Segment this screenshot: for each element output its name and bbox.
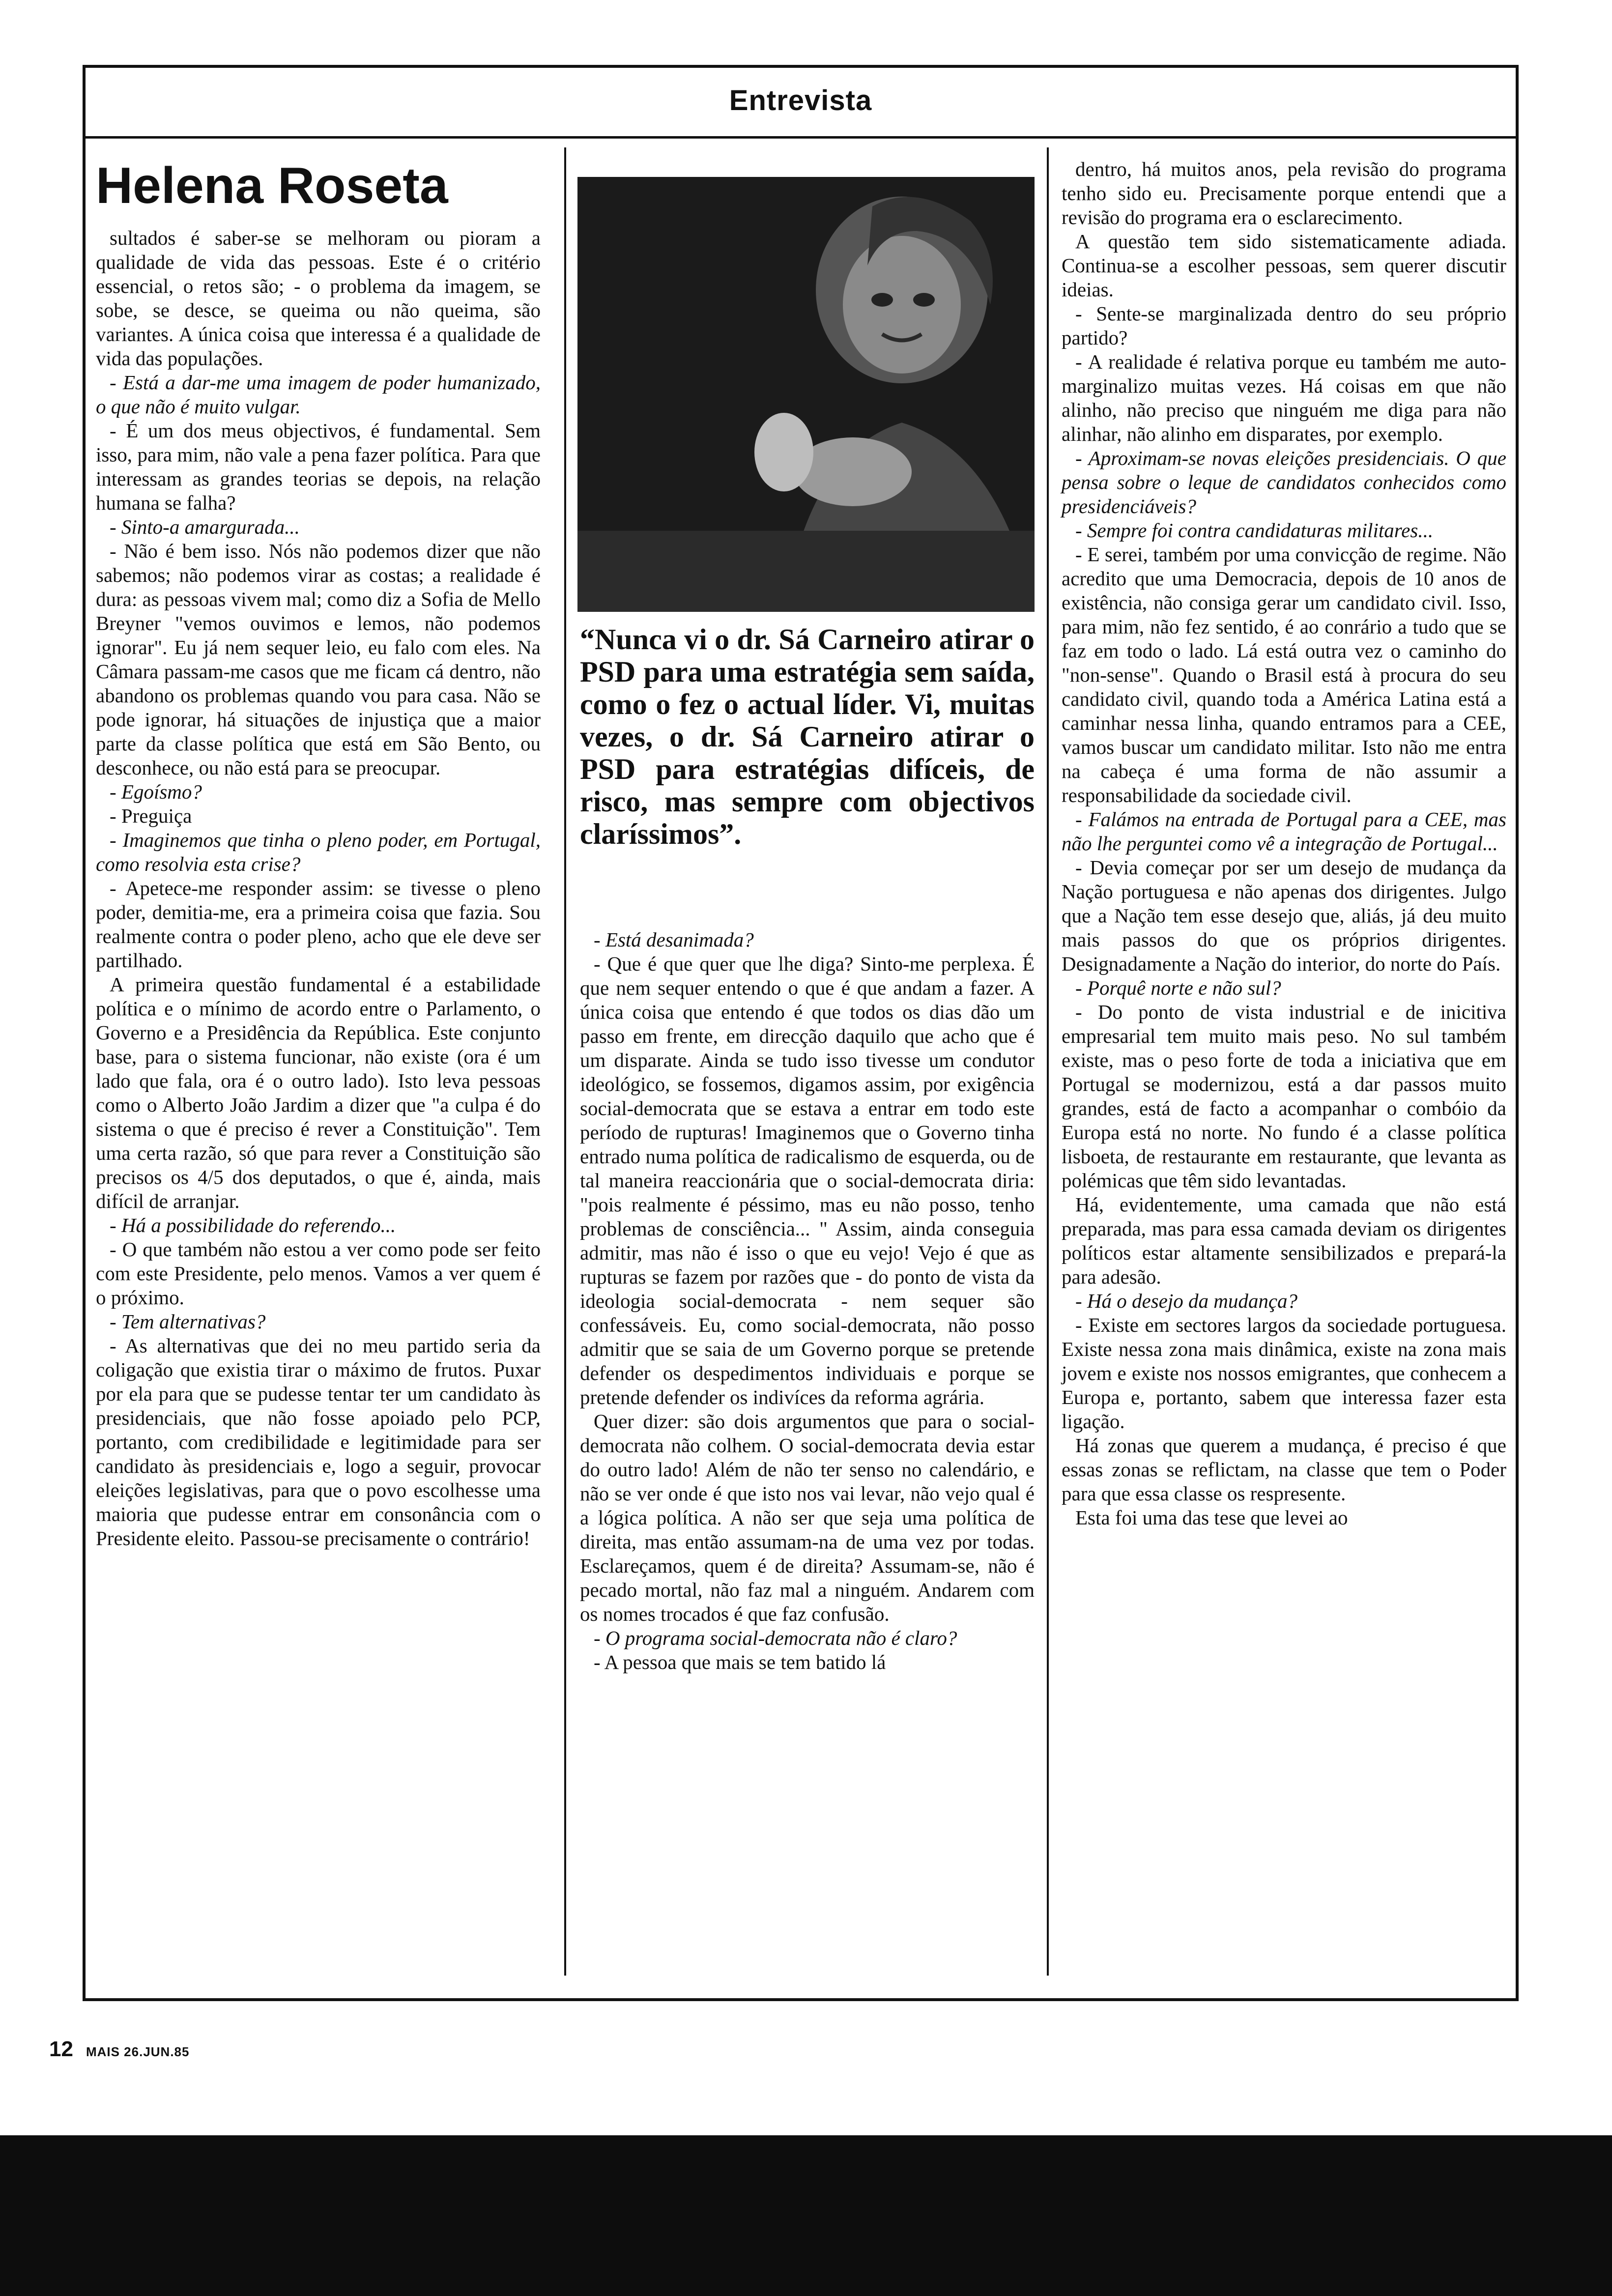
paragraph: Quer dizer: são dois argumentos que para o social-democrata não colhem. O social-democrata devia estar do outro lado! Além de não ter senso no calendário, e não se ver onde é que isto nos vai levar, não vejo qual é a lógica política. A não ser que seja uma política de direita, mas então assumam-na de uma vez por todas. Esclareçamos, quem é de direita? Assumam-se, não é pecado mortal, não faz mal a ninguém. Andarem com os nomes trocados é que faz confusão.: [580, 1410, 1035, 1625]
paragraph: - A pessoa que mais se tem batido lá: [594, 1651, 886, 1673]
paragraph: Há, evidentemente, uma camada que não está preparada, mas para essa camada deviam os dirigentes políticos estar altamente sensibilizados e prepará-la para adesão.: [1062, 1193, 1506, 1288]
paragraph: - Porquê norte e não sul?: [1075, 976, 1281, 999]
column-1: [96, 156, 541, 1550]
paragraph: Há zonas que querem a mudança, é preciso é que essas zonas se reflictam, na classe que tem o Poder para que essa classe os respresente.: [1062, 1434, 1506, 1505]
pull-quote: “Nunca vi o dr. Sá Carneiro atirar o PSD para uma estratégia sem saída, como o fez o actual líder. Vi, muitas vezes, o dr. Sá Carneiro atirar o PSD para estratégias difíceis, de risco, mas sempre com objectivos claríssimos”.: [580, 623, 1035, 850]
paragraph: - Imaginemos que tinha o pleno poder, em Portugal, como resolvia esta crise?: [96, 829, 541, 875]
paragraph: - Existe em sectores largos da sociedade portuguesa. Existe nessa zona mais dinâmica, existe na zona mais jovem e existe nos nossos emigrantes, que conhecem a Europa e, portanto, sabem que interessa fazer esta ligação.: [1062, 1314, 1506, 1433]
paragraph: - O programa social-democrata não é claro?: [594, 1627, 957, 1649]
paragraph: - Está desanimada?: [594, 928, 754, 951]
paragraph: - Aproximam-se novas eleições presidenciais. O que pensa sobre o leque de candidatos conhecidos como presidenciáveis?: [1062, 447, 1506, 517]
paragraph: sultados é saber-se se melhoram ou pioram a qualidade de vida das pessoas. Este é o critério essencial, o retos são; - o problema da imagem, se sobe, se desce, se queima ou não queima, são variantes. A única coisa que interessa é a qualidade de vida das populações.: [96, 227, 541, 370]
paragraph: - Tem alternativas?: [110, 1310, 266, 1333]
paragraph: - O que também não estou a ver como pode ser feito com este Presidente, pelo menos. Vamos a ver quem é o próximo.: [96, 1238, 541, 1309]
paragraph: - É um dos meus objectivos, é fundamental. Sem isso, para mim, não vale a pena fazer política. Para que interessam as grandes teorias se depois, na relação humana se falha?: [96, 419, 541, 514]
portrait-photo: [577, 177, 1035, 612]
paragraph: - Sente-se marginalizada dentro do seu próprio partido?: [1062, 302, 1506, 349]
page-number: 12: [49, 2037, 73, 2061]
paragraph: - Está a dar-me uma imagem de poder humanizado, o que não é muito vulgar.: [96, 371, 541, 418]
portrait-image: [577, 177, 1035, 612]
column-3-text: [1062, 157, 1506, 1530]
paragraph: - Há a possibilidade do referendo...: [110, 1214, 396, 1236]
interviewee-name: Helena Roseta: [96, 157, 448, 214]
paragraph: - Não é bem isso. Nós não podemos dizer que não sabemos; não podemos virar as costas; a realidade é dura: as pessoas vivem mal; como diz a Sofia de Mello Breyner "vemos ouvimos e lemos, não podemos ignorar". Eu já nem sequer leio, eu falo com eles. Na Câmara passam-me casos que me ficam cá dentro, não abandono os problemas quando vou para casa. Não se pode ignorar, há situações de injustiça que a maior parte da classe política que está em São Bento, ou desconhece, ou não está para se preocupar.: [96, 540, 541, 779]
paragraph: - Devia começar por ser um desejo de mudança da Nação portuguesa e não apenas dos dirigentes. Julgo que a Nação tem esse desejo que, aliás, já deu muito mais passos do que os próprios dirigentes. Designadamente a Nação do interior, do norte do País.: [1062, 856, 1506, 975]
column-2: [580, 928, 1035, 1674]
column-divider-left: [564, 147, 566, 1976]
paragraph: - Preguiça: [110, 804, 192, 827]
paragraph: - Egoísmo?: [110, 780, 202, 803]
paragraph: A primeira questão fundamental é a estabilidade política e o mínimo de acordo entre o Parlamento, o Governo e a Presidência da República. Este conjunto base, para o sistema funcionar, não existe (ora é um lado que fala, ora é o outro lado). Isto leva pessoas como o Alberto João Jardim a dizer que "a culpa é do sistema o que é preciso é rever a Constituição". Tem uma certa razão, só que para rever a Constituição são precisos os 4/5 dos deputados, o que é, ainda, mais difícil de arranjar.: [96, 973, 541, 1212]
section-title: Entrevista: [729, 85, 872, 116]
column-3: [1062, 157, 1506, 1530]
scan-border: [0, 2135, 1612, 2296]
column-1-text: [96, 226, 541, 1550]
paragraph: - As alternativas que dei no meu partido seria da coligação que existia tirar o máximo de frutos. Puxar por ela para que se pudesse tentar ter um candidato às presidenciais, que não fosse apoiado pelo PCP, portanto, com credibilidade e legitimidade para ser candidato às presidenciais e, logo a seguir, provocar eleições legislativas, para que o povo escolhesse uma maioria que pudesse entrar em consonância com o Presidente eleito. Passou-se precisamente o contrário!: [96, 1334, 541, 1550]
paragraph: - Falámos na entrada de Portugal para a CEE, mas não lhe perguntei como vê a integração de Portugal...: [1062, 808, 1506, 855]
paragraph: - Sempre foi contra candidaturas militares...: [1075, 519, 1434, 542]
paragraph: - Que é que quer que lhe diga? Sinto-me perplexa. É que nem sequer entendo o que é que andam a fazer. A única coisa que entendo é que todos os dias dão um passo em frente, em direcção daquilo que acho que é um disparate. Ainda se tudo isso tivesse um condutor ideológico, se fossemos, digamos assim, por exigência social-democrata que se estava a entrar em todo este período de rupturas! Imaginemos que o Governo tinha entrado numa política de radicalismo de esquerda, ou de tal maneira reaccionária que o social-democrata diria: "pois realmente é péssimo, mas eu não posso, tenho problemas de consciência... " Assim, ainda conseguia admitir, mas não é isso o que eu vejo! Vejo é que as rupturas se fazem por razões que - do ponto de vista da ideologia social-democrata - nem sequer são confessáveis. Eu, como social-democrata, não posso admitir que se saia de um Governo porque se pretende defender os despedimentos individuais e porque se pretende defender os indivíces da reforma agrária.: [580, 952, 1035, 1408]
paragraph: - A realidade é relativa porque eu também me auto-marginalizo muitas vezes. Há coisas em que não alinho, não preciso que ninguém me diga para não alinhar, não alinho em disparates, por exemplo.: [1062, 350, 1506, 445]
paragraph: A questão tem sido sistematicamente adiada. Continua-se a escolher pessoas, sem querer discutir ideias.: [1062, 230, 1506, 301]
paragraph: - Há o desejo da mudança?: [1075, 1290, 1298, 1312]
paragraph: - Sinto-a amargurada...: [110, 516, 300, 538]
paragraph: Esta foi uma das tese que levei ao: [1075, 1506, 1348, 1529]
page-footer: [49, 2037, 189, 2062]
section-header: [83, 65, 1519, 139]
column-2-text: [580, 928, 1035, 1674]
paragraph: - Do ponto de vista industrial e de inicitiva empresarial tem muito mais peso. No sul também existe, mas o peso forte de toda a iniciativa que em Portugal se modernizou, está a dar passos muito grandes, está de facto a acompanhar o combóio da Europa está no norte. No fundo é a classe política lisboeta, de restaurante em restaurante, que levanta as polémicas que têm sido levantadas.: [1062, 1001, 1506, 1192]
paragraph: - Apetece-me responder assim: se tivesse o pleno poder, demitia-me, era a primeira coisa que fazia. Sou realmente contra o poder pleno, acho que ele deve ser partilhado.: [96, 877, 541, 972]
paragraph: dentro, há muitos anos, pela revisão do programa tenho sido eu. Precisamente porque entendi que a revisão do programa era o esclarecimento.: [1062, 158, 1506, 229]
publication-date: MAIS 26.JUN.85: [86, 2044, 190, 2059]
column-divider-right: [1047, 147, 1049, 1976]
paragraph: - E serei, também por uma convicção de regime. Não acredito que uma Democracia, depois de 10 anos de existência, não consiga gerar um candidato civil. Isso, para mim, não fez sentido, é ao conrário a tudo que se faz em todo o lado. Lá está outra vez o caminho do "non-sense". Quando o Brasil está à procura do seu candidato civil, quando toda a América Latina está a caminhar nessa linha, quando entramos para a CEE, vamos buscar um candidato militar. Isto não me entra na cabeça é uma forma de não assumir a responsabilidade da sociedade civil.: [1062, 543, 1506, 806]
